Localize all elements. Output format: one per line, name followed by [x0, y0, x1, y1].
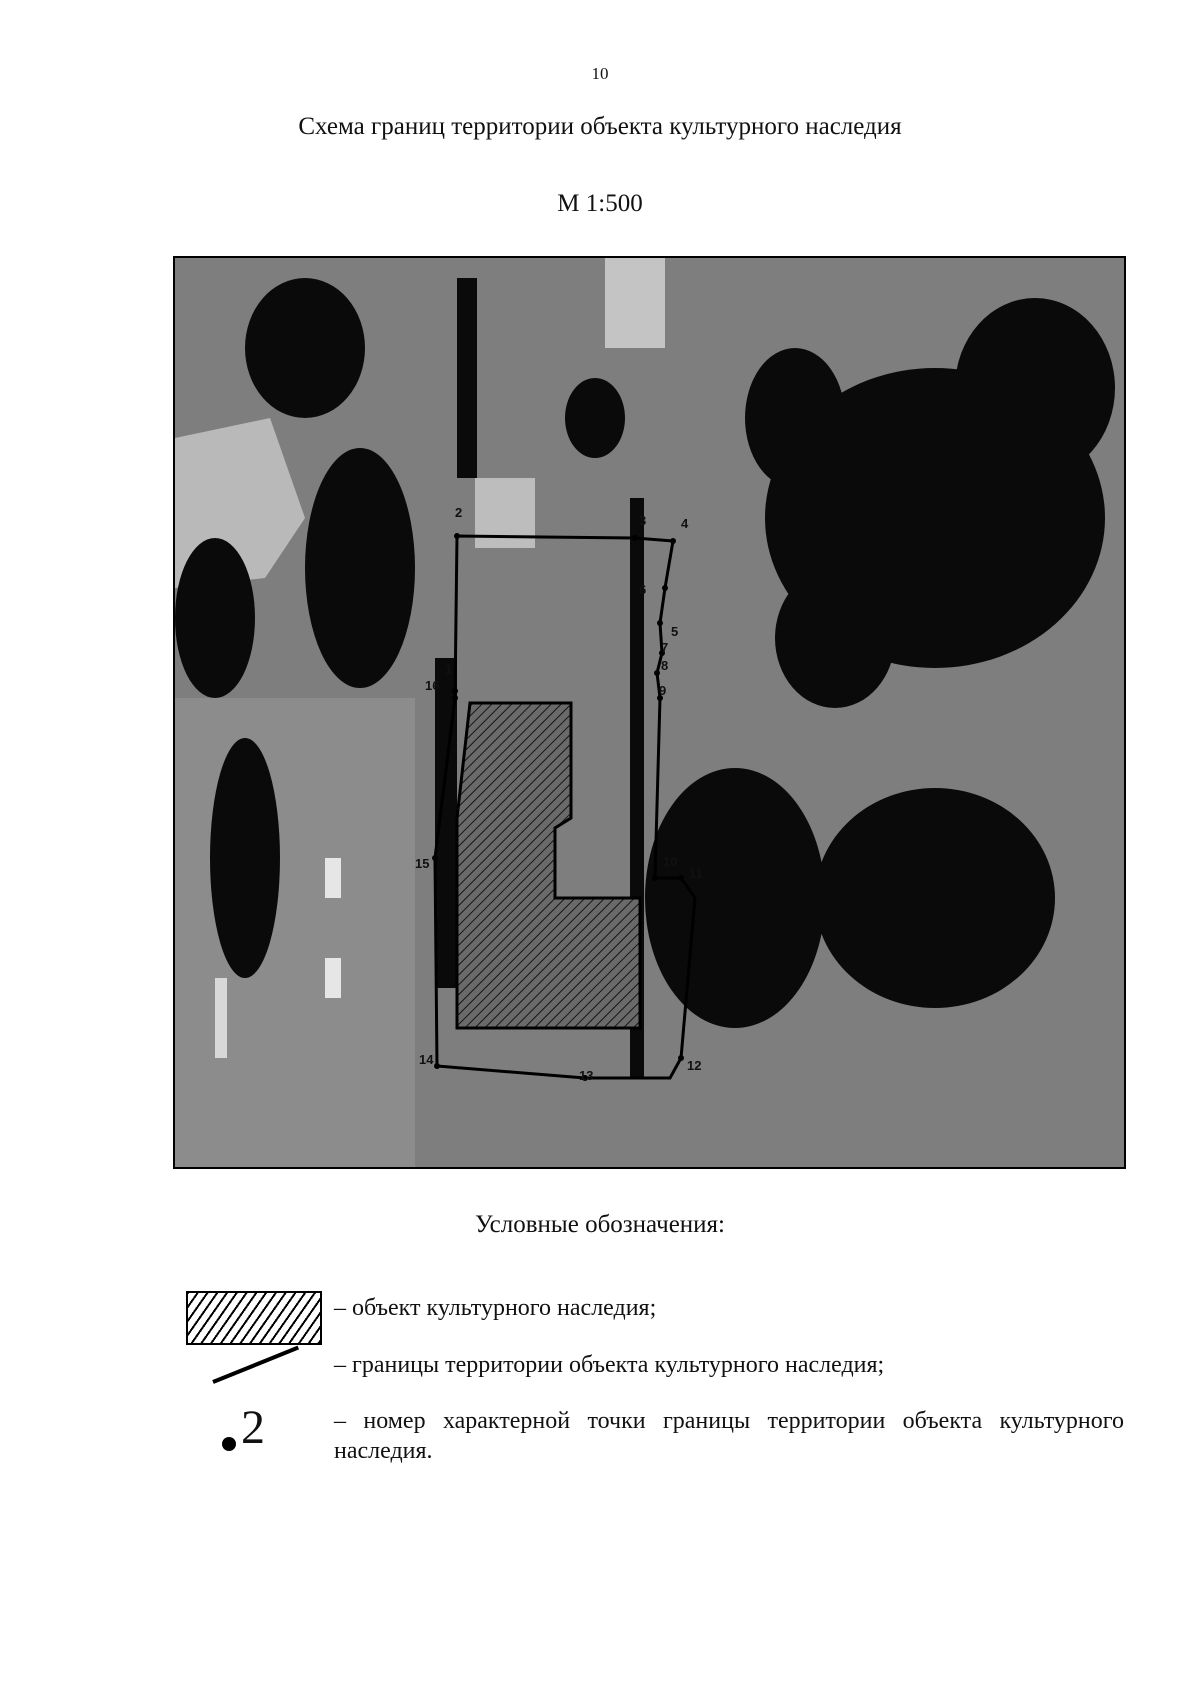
legend-item-boundary: – границы территории объекта культурного наследия;: [334, 1352, 885, 1378]
point-label: 6: [639, 582, 647, 597]
point-label: 10: [663, 854, 678, 869]
map-image: [173, 256, 1126, 1169]
hatched-rectangle-icon: [186, 1291, 322, 1345]
legend-item-heritage-object: – объект культурного наследия;: [334, 1295, 657, 1321]
map-scale: М 1:500: [557, 190, 643, 217]
point-label: 3: [639, 513, 647, 528]
page-title: Схема границ территории объекта культурного наследия: [298, 113, 902, 140]
point-label: 11: [689, 866, 703, 881]
point-label: 14: [419, 1052, 434, 1067]
point-label: 1: [445, 662, 453, 677]
point-label: 4: [681, 516, 689, 531]
line-icon: [212, 1346, 299, 1384]
point-label: 7: [661, 640, 669, 655]
point-label: 2: [455, 505, 463, 520]
point-label: 12: [687, 1058, 702, 1073]
point-label: 13: [579, 1068, 594, 1083]
point-dot-icon: [222, 1437, 236, 1451]
legend-item-point-number: – номер характерной точки границы территории объекта культурного наследия.: [334, 1408, 1124, 1464]
legend-title: Условные обозначения:: [474, 1211, 726, 1238]
page-number: 10: [591, 64, 609, 83]
point-label: 15: [415, 856, 430, 871]
point-label: 9: [659, 683, 667, 698]
point-label: 8: [661, 658, 669, 673]
map-street: [175, 698, 415, 1167]
point-label: 5: [671, 624, 679, 639]
point-number-icon: 2: [241, 1401, 265, 1454]
point-label: 16: [425, 678, 440, 693]
